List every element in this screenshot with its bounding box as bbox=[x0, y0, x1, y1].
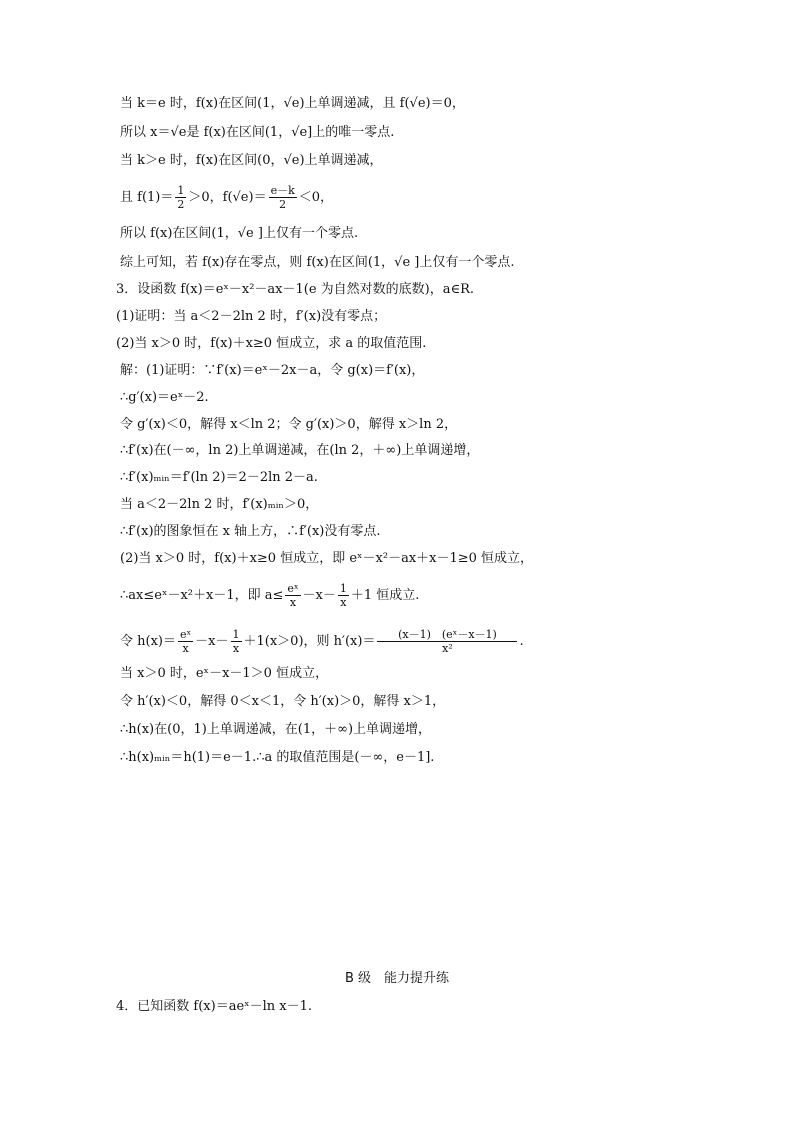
text-line: 当 k＝e 时，f(x)在区间(1，√e)上单调递减，且 f(√e)＝0， bbox=[120, 96, 465, 111]
text: ＜0， bbox=[298, 190, 334, 205]
text-line-with-fractions bbox=[120, 628, 524, 655]
text-line: 当 k＞e 时，f(x)在区间(0，√e)上单调递减， bbox=[120, 153, 383, 168]
problem-3-statement: 3．设函数 f(x)＝eˣ－x²－ax－1(e 为自然对数的底数)，a∈R. bbox=[116, 282, 475, 297]
numerator: 1 bbox=[339, 582, 347, 595]
numerator: 1 bbox=[177, 184, 185, 197]
text-line-with-fractions bbox=[120, 184, 333, 211]
text: ∴ax≤eˣ－x²＋x－1，即 a≤ bbox=[120, 588, 284, 603]
text-line: 所以 f(x)在区间(1，√e ]上仅有一个零点. bbox=[120, 226, 359, 241]
text-line: 解：(1)证明：∵f′(x)＝eˣ－2x－a，令 g(x)＝f′(x)， bbox=[120, 363, 425, 378]
text-line: ∴f′(x)在(－∞，ln 2)上单调递减，在(ln 2，＋∞)上单调递增， bbox=[120, 443, 480, 458]
text: 且 f(1)＝ bbox=[120, 190, 174, 205]
text-line: 综上可知，若 f(x)存在零点，则 f(x)在区间(1，√e ]上仅有一个零点. bbox=[120, 255, 515, 270]
numerator: eˣ bbox=[179, 628, 192, 641]
fraction bbox=[178, 628, 193, 655]
numerator: e－k bbox=[270, 184, 295, 197]
text-line: 当 a＜2－2ln 2 时，f′(x)ₘᵢₙ＞0， bbox=[120, 497, 319, 512]
denominator: x² bbox=[442, 642, 453, 655]
text: . bbox=[519, 634, 524, 649]
fraction bbox=[338, 582, 349, 609]
fraction bbox=[269, 184, 297, 211]
text-line-with-fractions bbox=[120, 582, 419, 609]
fraction bbox=[285, 582, 300, 609]
numerator: (x－1) (eˣ－x－1) bbox=[377, 628, 517, 642]
denominator: x bbox=[289, 596, 297, 609]
problem-3-part2: (2)当 x＞0 时，f(x)＋x≥0 恒成立，求 a 的取值范围. bbox=[116, 336, 427, 351]
fraction bbox=[231, 628, 242, 655]
text: －x－ bbox=[302, 588, 336, 603]
denominator: x bbox=[232, 642, 240, 655]
numerator: 1 bbox=[232, 628, 240, 641]
text: ＞0，f(√e)＝ bbox=[188, 190, 267, 205]
text-line: 令 g′(x)＜0，解得 x＜ln 2；令 g′(x)＞0，解得 x＞ln 2， bbox=[120, 417, 458, 432]
problem-4-statement: 4．已知函数 f(x)＝aeˣ－ln x－1. bbox=[116, 999, 313, 1014]
denominator: x bbox=[182, 642, 189, 655]
problem-3-part1: (1)证明：当 a＜2－2ln 2 时，f′(x)没有零点； bbox=[116, 309, 387, 324]
text: ＋1(x＞0)，则 h′(x)＝ bbox=[243, 634, 376, 649]
text-line: 当 x＞0 时，eˣ－x－1＞0 恒成立， bbox=[120, 666, 329, 681]
denominator: 2 bbox=[279, 198, 287, 211]
numerator: eˣ bbox=[287, 582, 299, 595]
denominator: x bbox=[340, 596, 347, 609]
text-line: 所以 x＝√e是 f(x)在区间(1，√e]上的唯一零点. bbox=[120, 125, 395, 140]
text: 令 h(x)＝ bbox=[120, 634, 176, 649]
fraction bbox=[377, 628, 517, 655]
text: ＋1 恒成立. bbox=[350, 588, 420, 603]
text-line: (2)当 x＞0 时，f(x)＋x≥0 恒成立，即 eˣ－x²－ax＋x－1≥0 恒成立， bbox=[120, 551, 534, 566]
text-line: ∴f′(x)ₘᵢₙ＝f′(ln 2)＝2－2ln 2－a. bbox=[120, 470, 318, 485]
text-line: 令 h′(x)＜0，解得 0＜x＜1，令 h′(x)＞0，解得 x＞1， bbox=[120, 694, 446, 709]
text-line: ∴h(x)在(0，1)上单调递减，在(1，＋∞)上单调递增， bbox=[120, 722, 432, 737]
section-title: B 级 能力提升练 bbox=[344, 971, 450, 986]
denominator: 2 bbox=[177, 198, 185, 211]
fraction bbox=[175, 184, 186, 211]
text-line: ∴g′(x)＝eˣ－2. bbox=[120, 390, 209, 405]
text-line: ∴f′(x)的图象恒在 x 轴上方，∴f′(x)没有零点. bbox=[120, 524, 381, 539]
text-line: ∴h(x)ₘᵢₙ＝h(1)＝e－1.∴a 的取值范围是(－∞，e－1]. bbox=[120, 750, 435, 765]
text: －x－ bbox=[195, 634, 229, 649]
